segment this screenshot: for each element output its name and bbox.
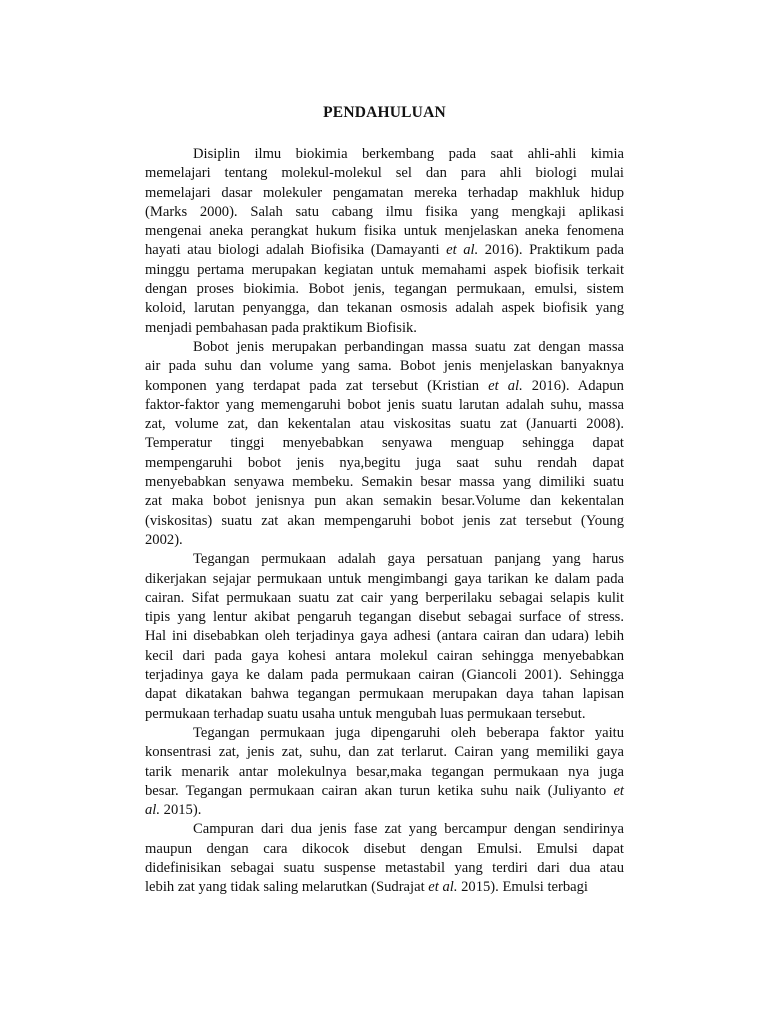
paragraph	[145, 724, 624, 820]
text-line: mengenai aneka perangkat hukum fisika untuk menjelaskan aneka fenomena	[145, 223, 624, 240]
italic-citation: et al.	[446, 242, 479, 259]
text-line: air pada suhu dan volume yang sama. Bobot jenis menjelaskan banyaknya	[145, 358, 624, 375]
italic-citation: et al.	[428, 879, 458, 896]
text-line: zat maka bobot jenisnya pun akan semakin besar.Volume dan kekentalan	[145, 493, 624, 510]
text-line	[145, 801, 624, 820]
italic-citation: al.	[145, 802, 160, 819]
italic-citation: et	[613, 782, 624, 799]
text-line: mempengaruhi bobot jenis nya,begitu juga saat suhu rendah dapat	[145, 454, 624, 471]
text-segment: hayati atau biologi adalah Biofisika (Damayanti	[145, 242, 447, 259]
paragraph	[145, 550, 624, 724]
text-line	[145, 782, 624, 801]
paragraph	[145, 820, 624, 897]
text-line: Temperatur tinggi menyebabkan senyawa menguap sehingga dapat	[145, 435, 624, 452]
italic-citation: et al.	[488, 377, 523, 394]
text-line: konsentrasi zat, jenis zat, suhu, dan zat terlarut. Cairan yang memiliki gaya	[145, 744, 624, 761]
text-line: menyebabkan senyawa membeku. Semakin besar massa yang dimiliki suatu	[145, 474, 624, 491]
text-line: Campuran dari dua jenis fase zat yang bercampur dengan sendirinya	[193, 821, 624, 838]
text-line	[145, 878, 624, 897]
text-segment: komponen yang terdapat pada zat tersebut (Kristian	[145, 377, 489, 394]
text-line: 2002).	[145, 531, 183, 548]
text-segment: 2015).	[160, 802, 202, 819]
paragraph	[145, 338, 624, 550]
text-line: faktor-faktor yang memengaruhi bobot jenis suatu larutan adalah suhu, massa	[145, 396, 624, 413]
text-line: menjadi pembahasan pada praktikum Biofisik.	[145, 319, 417, 336]
text-line: (viskositas) suatu zat akan mempengaruhi bobot jenis zat tersebut (Young	[145, 512, 624, 529]
document-body	[145, 145, 624, 898]
text-segment: 2015). Emulsi terbagi	[457, 879, 588, 896]
text-line: Bobot jenis merupakan perbandingan massa suatu zat dengan massa	[193, 338, 624, 355]
text-segment: 2016). Praktikum pada	[478, 242, 624, 259]
text-line: maupun dengan cara dikocok disebut dengan Emulsi. Emulsi dapat	[145, 840, 624, 857]
text-line: Hal ini disebabkan oleh terjadinya gaya adhesi (antara cairan dan udara) lebih	[145, 628, 624, 645]
text-line: dikerjakan sejajar permukaan untuk mengimbangi gaya tarikan ke dalam pada	[145, 570, 624, 587]
text-line: Disiplin ilmu biokimia berkembang pada saat ahli-ahli kimia	[193, 146, 624, 162]
text-line: Tegangan permukaan adalah gaya persatuan panjang yang harus	[193, 551, 624, 568]
text-segment: lebih zat yang tidak saling melarutkan (Sudrajat	[145, 879, 429, 896]
text-line: (Marks 2000). Salah satu cabang ilmu fisika yang mengkaji aplikasi	[145, 203, 624, 220]
text-line: dapat dikatakan bahwa tegangan permukaan merupakan daya tahan lapisan	[145, 686, 624, 703]
text-line: koloid, larutan penyangga, dan tekanan osmosis adalah aspek biofisik yang	[145, 300, 624, 317]
text-line: terjadinya gaya ke dalam pada permukaan cairan (Giancoli 2001). Sehingga	[145, 667, 624, 684]
text-line: tipis yang lentur akibat pengaruh tegangan disebut sebagai surface of stress.	[145, 609, 624, 626]
text-line: minggu pertama merupakan kegiatan untuk memahami aspek biofisik terkait	[145, 261, 624, 278]
paragraph	[145, 145, 624, 338]
text-line: kecil dari pada gaya kohesi antara molekul cairan sehingga menyebabkan	[145, 647, 624, 664]
text-line: tarik menarik antar molekulnya besar,maka tegangan permukaan nya juga	[145, 763, 624, 780]
text-line: Tegangan permukaan juga dipengaruhi oleh beberapa faktor yaitu	[193, 724, 624, 741]
text-line: dengan proses biokimia. Bobot jenis, tegangan permukaan, emulsi, sistem	[145, 281, 624, 298]
text-line: didefinisikan sebagai suatu suspense metastabil yang terdiri dari dua atau	[145, 859, 624, 876]
text-line	[145, 377, 624, 396]
text-line: zat, volume zat, dan kekentalan atau viskositas suatu zat (Januarti 2008).	[145, 416, 624, 433]
text-line: memelajari tentang molekul-molekul sel dan para ahli biologi mulai	[145, 165, 624, 182]
text-segment: 2016). Adapun	[522, 377, 624, 394]
page-title: PENDAHULUAN	[323, 104, 446, 121]
text-segment: besar. Tegangan permukaan cairan akan turun ketika suhu naik (Juliyanto	[145, 782, 614, 799]
text-line: cairan. Sifat permukaan suatu zat cair yang berperilaku sebagai selapis kulit	[145, 589, 624, 606]
text-line: permukaan terhadap suatu usaha untuk mengubah luas permukaan tersebut.	[145, 705, 586, 722]
text-line	[145, 241, 624, 260]
text-line: memelajari dasar molekuler pengamatan mereka terhadap makhluk hidup	[145, 184, 624, 201]
